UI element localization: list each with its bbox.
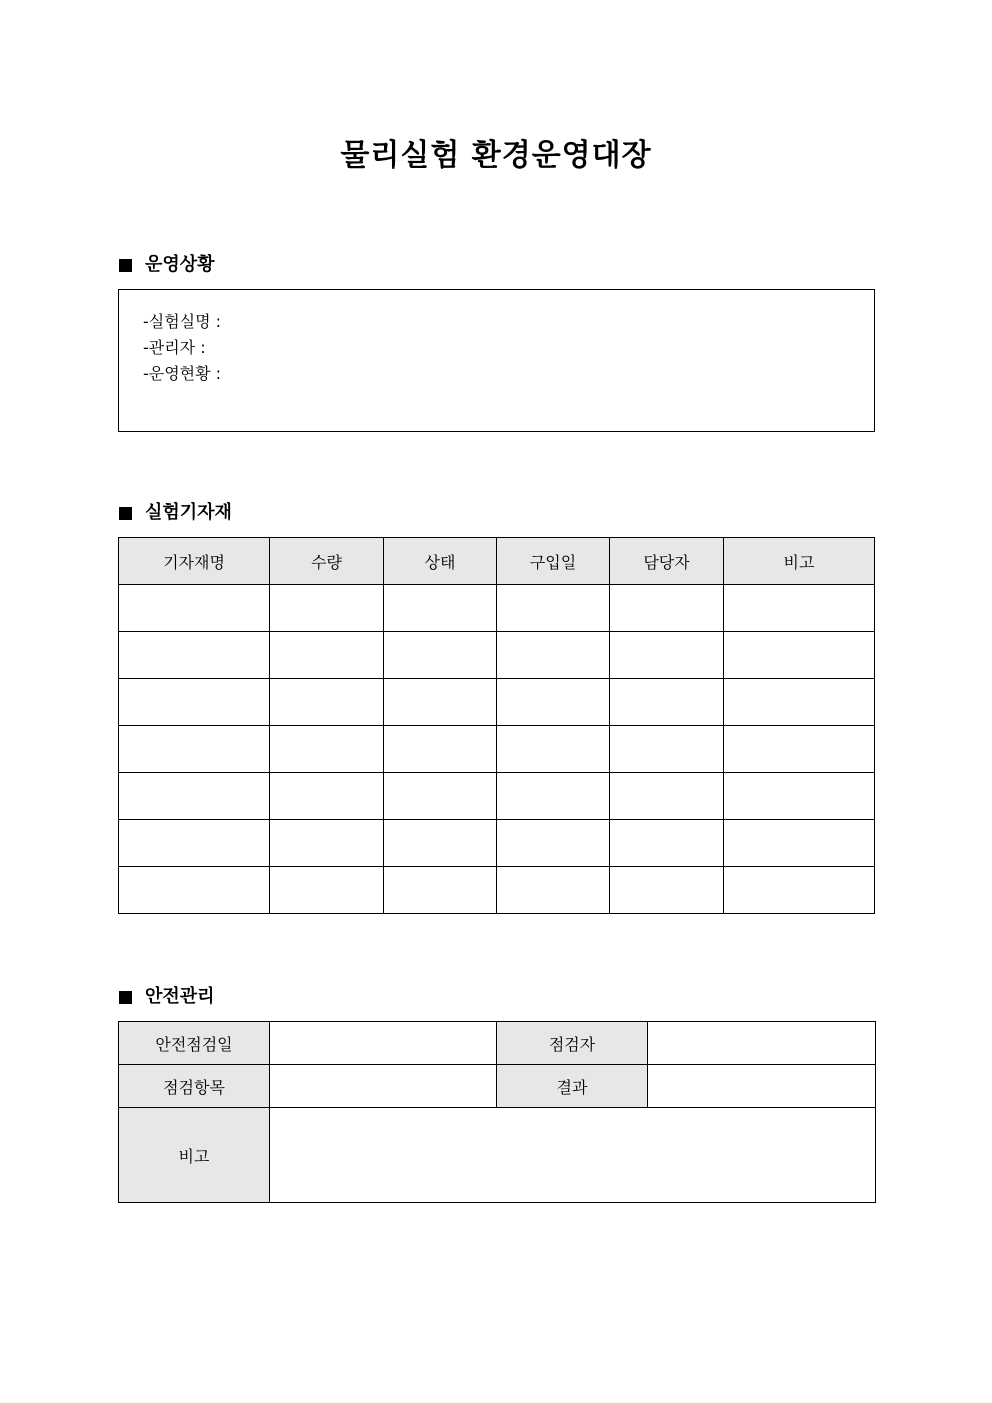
- document-title: 물리실험 환경운영대장: [340, 138, 652, 173]
- table-row: [119, 820, 875, 867]
- table-row: [119, 867, 875, 914]
- inspection-date-field[interactable]: [270, 1022, 497, 1065]
- section-heading-label: 안전관리: [145, 986, 215, 1007]
- lab-name-line: -실험실명 :: [143, 312, 222, 331]
- table-cell[interactable]: [724, 867, 875, 914]
- square-bullet-icon: [119, 507, 132, 520]
- table-cell[interactable]: [384, 867, 497, 914]
- inspector-field[interactable]: [648, 1022, 876, 1065]
- table-cell[interactable]: [270, 867, 384, 914]
- column-header-condition: 상태: [384, 538, 497, 585]
- table-row: [119, 1065, 876, 1108]
- table-cell[interactable]: [119, 632, 270, 679]
- column-header-quantity: 수량: [270, 538, 384, 585]
- table-row: [119, 1022, 876, 1065]
- table-cell[interactable]: [119, 867, 270, 914]
- table-cell[interactable]: [270, 679, 384, 726]
- table-cell[interactable]: [610, 632, 724, 679]
- table-cell[interactable]: [497, 820, 610, 867]
- table-cell[interactable]: [497, 585, 610, 632]
- table-cell[interactable]: [610, 820, 724, 867]
- operation-status-line: -운영현황 :: [143, 364, 222, 383]
- table-row: [119, 679, 875, 726]
- section-heading-safety: [119, 985, 215, 1009]
- table-cell[interactable]: [119, 820, 270, 867]
- table-cell[interactable]: [610, 773, 724, 820]
- section-heading-label: 운영상황: [145, 254, 215, 275]
- result-field[interactable]: [648, 1065, 876, 1108]
- square-bullet-icon: [119, 991, 132, 1004]
- table-cell[interactable]: [610, 585, 724, 632]
- table-cell[interactable]: [384, 632, 497, 679]
- column-header-purchase-date: 구입일: [497, 538, 610, 585]
- table-cell[interactable]: [610, 726, 724, 773]
- table-cell[interactable]: [119, 585, 270, 632]
- table-cell[interactable]: [724, 585, 875, 632]
- table-cell[interactable]: [724, 773, 875, 820]
- table-cell[interactable]: [384, 773, 497, 820]
- section-heading-label: 실험기자재: [145, 502, 232, 523]
- table-cell[interactable]: [497, 679, 610, 726]
- remarks-label: 비고: [119, 1108, 270, 1203]
- equipment-table: [118, 537, 875, 914]
- table-cell[interactable]: [119, 679, 270, 726]
- table-cell[interactable]: [610, 867, 724, 914]
- section-heading-operation: [119, 253, 215, 277]
- inspector-label: 점검자: [497, 1022, 648, 1065]
- table-row: [119, 773, 875, 820]
- table-row: [119, 1108, 876, 1203]
- table-cell[interactable]: [497, 773, 610, 820]
- inspection-date-label: 안전점검일: [119, 1022, 270, 1065]
- table-row: [119, 632, 875, 679]
- table-header-row: [119, 538, 875, 585]
- table-cell[interactable]: [497, 632, 610, 679]
- table-cell[interactable]: [610, 679, 724, 726]
- table-cell[interactable]: [724, 679, 875, 726]
- remarks-field[interactable]: [270, 1108, 876, 1203]
- table-cell[interactable]: [384, 585, 497, 632]
- table-cell[interactable]: [270, 773, 384, 820]
- table-row: [119, 585, 875, 632]
- table-cell[interactable]: [724, 726, 875, 773]
- table-cell[interactable]: [724, 820, 875, 867]
- table-cell[interactable]: [724, 632, 875, 679]
- table-cell[interactable]: [270, 632, 384, 679]
- table-cell[interactable]: [384, 679, 497, 726]
- table-cell[interactable]: [497, 867, 610, 914]
- inspection-item-field[interactable]: [270, 1065, 497, 1108]
- section-heading-equipment: [119, 501, 232, 525]
- operation-status-box[interactable]: [118, 289, 875, 432]
- table-cell[interactable]: [497, 726, 610, 773]
- table-cell[interactable]: [270, 820, 384, 867]
- column-header-equipment-name: 기자재명: [119, 538, 270, 585]
- square-bullet-icon: [119, 259, 132, 272]
- table-cell[interactable]: [270, 585, 384, 632]
- table-cell[interactable]: [384, 820, 497, 867]
- result-label: 결과: [497, 1065, 648, 1108]
- table-cell[interactable]: [270, 726, 384, 773]
- table-cell[interactable]: [384, 726, 497, 773]
- table-cell[interactable]: [119, 773, 270, 820]
- column-header-person-in-charge: 담당자: [610, 538, 724, 585]
- table-row: [119, 726, 875, 773]
- safety-management-table: [118, 1021, 876, 1203]
- inspection-item-label: 점검항목: [119, 1065, 270, 1108]
- manager-line: -관리자 :: [143, 338, 206, 357]
- table-cell[interactable]: [119, 726, 270, 773]
- column-header-remarks: 비고: [724, 538, 875, 585]
